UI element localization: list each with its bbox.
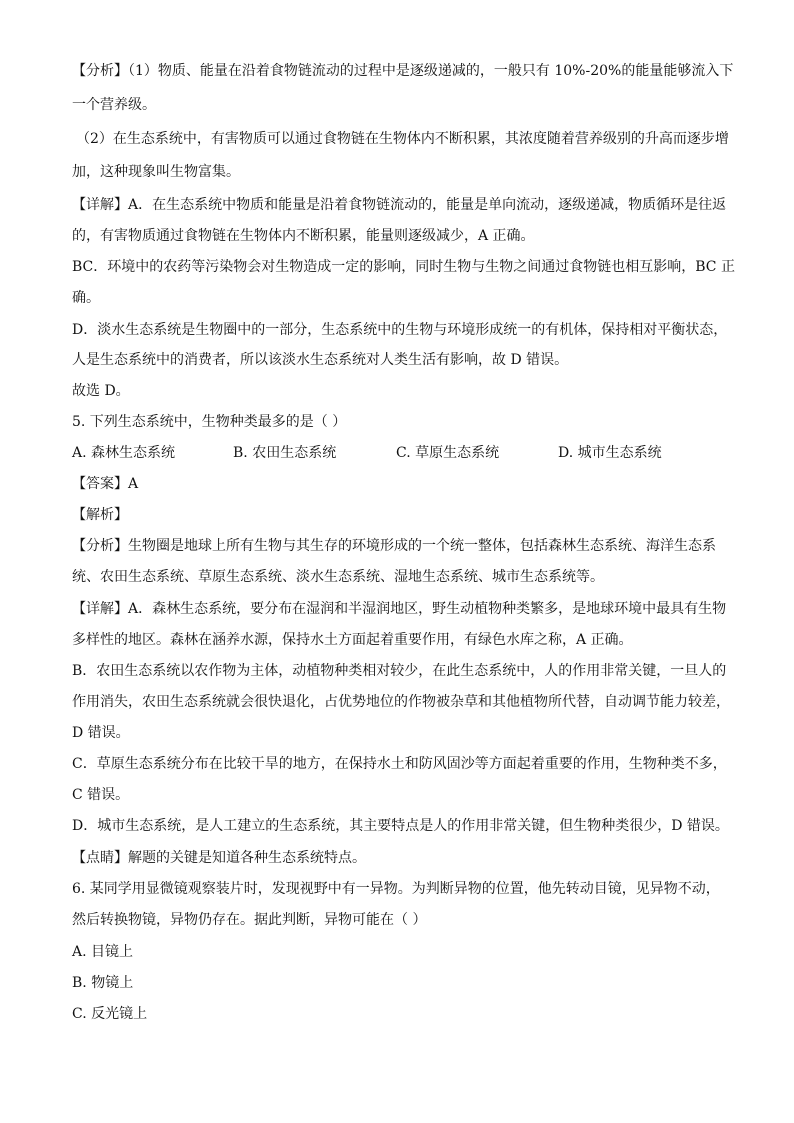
paragraph-line: D 错误。: [72, 725, 130, 741]
paragraph-line: 统、农田生态系统、草原生态系统、淡水生态系统、湿地生态系统、城市生态系统等。: [72, 569, 604, 585]
paragraph-line: 加，这种现象叫生物富集。: [72, 164, 240, 180]
paragraph-line: C 错误。: [72, 787, 130, 803]
option-a: A. 森林生态系统: [72, 445, 176, 461]
paragraph-line: 人是生态系统中的消费者，所以该淡水生态系统对人类生活有影响，故 D 错误。: [72, 352, 569, 368]
option-d: D. 城市生态系统: [558, 445, 662, 461]
paragraph-line: 的，有害物质通过食物链在生物体内不断积累，能量则逐级减少，A 正确。: [72, 228, 535, 244]
paragraph-line: BC．环境中的农药等污染物会对生物造成一定的影响，同时生物与生物之间通过食物链也相互影响，BC 正: [72, 259, 735, 275]
paragraph-line: 【详解】A．在生态系统中物质和能量是沿着食物链流动的，能量是单向流动，逐级递减，物质循环是往返: [72, 197, 727, 213]
answer-line: 【答案】A: [72, 476, 139, 492]
paragraph-line: 【详解】A．森林生态系统，要分布在湿润和半湿润地区，野生动植物种类繁多，是地球环境中最具有生物: [72, 601, 727, 617]
paragraph-line: B．农田生态系统以农作物为主体，动植物种类相对较少，在此生态系统中，人的作用非常关键，一旦人的: [72, 663, 727, 679]
option-b: B. 物镜上: [72, 975, 134, 991]
analysis-heading: 【解析】: [72, 507, 128, 523]
option-c: C. 草原生态系统: [396, 445, 500, 461]
paragraph-line: 故选 D。: [72, 383, 130, 399]
option-c: C. 反光镜上: [72, 1006, 148, 1022]
paragraph-line: 确。: [72, 290, 100, 306]
paragraph-line: 【分析】（1）物质、能量在沿着食物链流动的过程中是逐级递减的，一般只有 10%-20%的能量能够流入下: [72, 63, 734, 79]
question-5-stem: 5. 下列生态系统中，生物种类最多的是（ ）: [72, 414, 347, 430]
paragraph-line: 多样性的地区。森林在涵养水源，保持水土方面起着重要作用，有绿色水库之称，A 正确。: [72, 632, 633, 648]
question-5-options: [72, 444, 732, 462]
key-point-line: 【点睛】解题的关键是知道各种生态系统特点。: [72, 850, 366, 866]
option-a: A. 目镜上: [72, 944, 134, 960]
paragraph-line: （2）在生态系统中，有害物质可以通过食物链在生物体内不断积累，其浓度随着营养级别的升高而逐步增: [76, 131, 729, 147]
question-6-stem: 6. 某同学用显微镜观察装片时，发现视野中有一异物。为判断异物的位置，他先转动目镜，见异物不动，: [72, 881, 720, 897]
question-6-stem-cont: 然后转换物镜，异物仍存在。据此判断，异物可能在（ ）: [72, 912, 427, 928]
option-b: B. 农田生态系统: [233, 445, 337, 461]
paragraph-line: 一个营养级。: [72, 97, 156, 113]
paragraph-line: D．淡水生态系统是生物圈中的一部分，生态系统中的生物与环境形成统一的有机体，保持相对平衡状态，: [72, 322, 728, 338]
paragraph-line: C．草原生态系统分布在比较干旱的地方，在保持水土和防风固沙等方面起着重要的作用，生物种类不多，: [72, 756, 727, 772]
paragraph-line: D．城市生态系统，是人工建立的生态系统，其主要特点是人的作用非常关键，但生物种类很少，D 错误。: [72, 818, 729, 834]
paragraph-line: 【分析】生物圈是地球上所有生物与其生存的环境形成的一个统一整体，包括森林生态系统、海洋生态系: [72, 538, 716, 554]
paragraph-line: 作用消失，农田生态系统就会很快退化，占优势地位的作物被杂草和其他植物所代替，自动调节能力较差，: [72, 694, 730, 710]
